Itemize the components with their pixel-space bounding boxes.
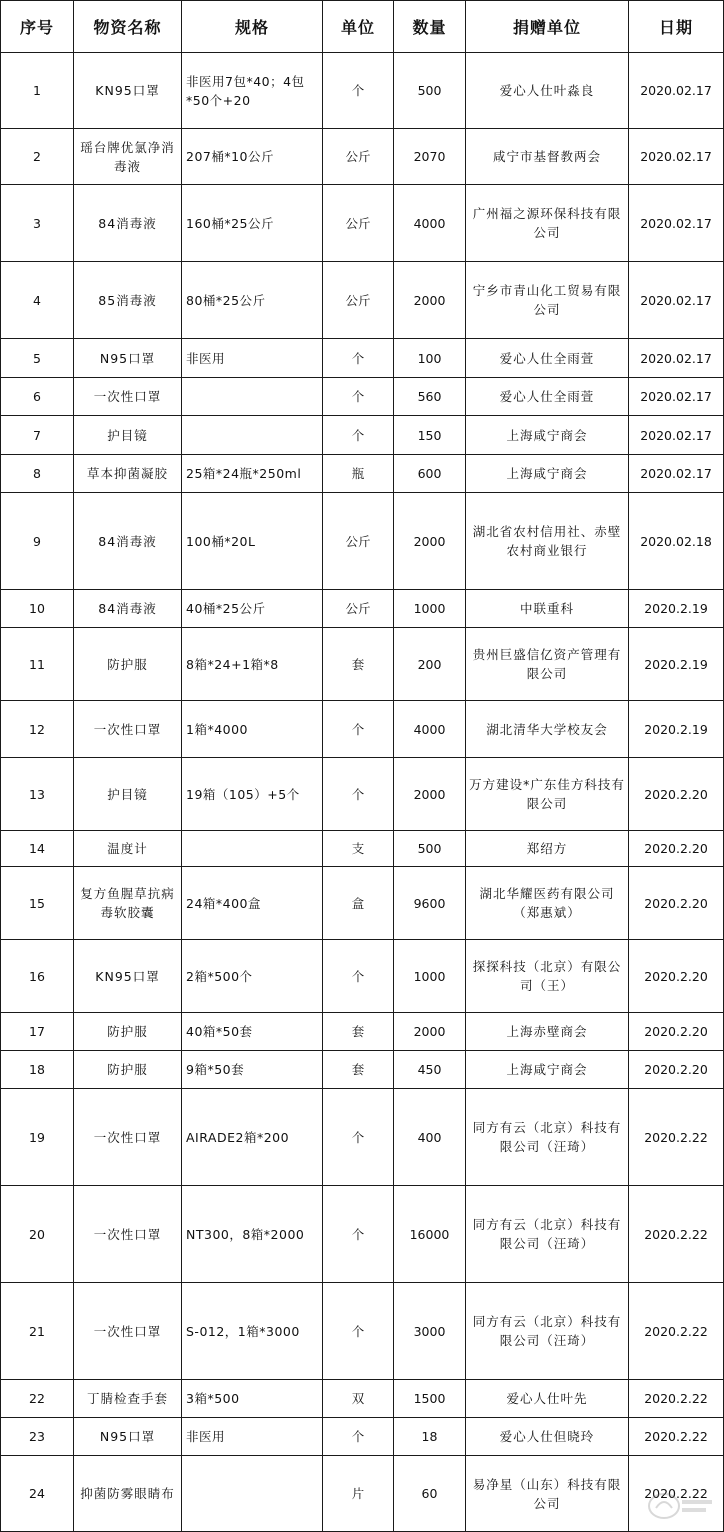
table-row (1, 758, 724, 831)
cell-spec: 8箱*24+1箱*8 (182, 628, 323, 701)
cell-date: 2020.02.18 (629, 493, 724, 590)
cell-date: 2020.02.17 (629, 416, 724, 455)
cell-donor: 咸宁市基督教两会 (466, 129, 629, 185)
table-row (1, 53, 724, 129)
cell-no: 1 (1, 53, 74, 129)
cell-spec: NT300，8箱*2000 (182, 1186, 323, 1283)
header-row (1, 1, 724, 53)
cell-donor: 探探科技（北京）有限公司（王） (466, 940, 629, 1013)
cell-unit: 双 (323, 1380, 394, 1418)
table-body (1, 53, 724, 1532)
cell-qty: 200 (394, 628, 466, 701)
cell-name: 丁腈检查手套 (74, 1380, 182, 1418)
cell-donor: 广州福之源环保科技有限公司 (466, 185, 629, 262)
cell-donor: 上海咸宁商会 (466, 1051, 629, 1089)
cell-donor: 爱心人仕但晓玲 (466, 1418, 629, 1456)
cell-donor: 易净星（山东）科技有限公司 (466, 1456, 629, 1532)
cell-date: 2020.2.19 (629, 628, 724, 701)
cell-name: 瑶台牌优氯净消毒液 (74, 129, 182, 185)
cell-no: 19 (1, 1089, 74, 1186)
cell-no: 12 (1, 701, 74, 758)
header-donor: 捐赠单位 (466, 1, 629, 53)
cell-date: 2020.02.17 (629, 129, 724, 185)
header-name: 物资名称 (74, 1, 182, 53)
cell-qty: 2000 (394, 758, 466, 831)
cell-unit: 支 (323, 831, 394, 867)
cell-unit: 个 (323, 1418, 394, 1456)
cell-spec: 80桶*25公斤 (182, 262, 323, 339)
cell-qty: 9600 (394, 867, 466, 940)
cell-donor: 贵州巨盛信亿资产管理有限公司 (466, 628, 629, 701)
cell-no: 21 (1, 1283, 74, 1380)
cell-qty: 500 (394, 53, 466, 129)
cell-spec: 9箱*50套 (182, 1051, 323, 1089)
cell-qty: 60 (394, 1456, 466, 1532)
table-row (1, 867, 724, 940)
cell-unit: 个 (323, 758, 394, 831)
cell-no: 15 (1, 867, 74, 940)
cell-qty: 560 (394, 378, 466, 416)
cell-qty: 1000 (394, 590, 466, 628)
cell-unit: 套 (323, 628, 394, 701)
cell-unit: 公斤 (323, 129, 394, 185)
table-row (1, 628, 724, 701)
cell-no: 9 (1, 493, 74, 590)
cell-date: 2020.2.20 (629, 1013, 724, 1051)
cell-unit: 个 (323, 940, 394, 1013)
cell-name: 一次性口罩 (74, 1283, 182, 1380)
cell-unit: 个 (323, 1283, 394, 1380)
table-row (1, 1283, 724, 1380)
cell-date: 2020.2.20 (629, 940, 724, 1013)
cell-spec: 40桶*25公斤 (182, 590, 323, 628)
cell-qty: 450 (394, 1051, 466, 1089)
cell-qty: 18 (394, 1418, 466, 1456)
cell-name: N95口罩 (74, 339, 182, 378)
header-no: 序号 (1, 1, 74, 53)
cell-name: 草本抑菌凝胶 (74, 455, 182, 493)
cell-no: 7 (1, 416, 74, 455)
cell-date: 2020.2.20 (629, 758, 724, 831)
cell-donor: 上海咸宁商会 (466, 416, 629, 455)
cell-no: 22 (1, 1380, 74, 1418)
cell-no: 16 (1, 940, 74, 1013)
cell-spec: 207桶*10公斤 (182, 129, 323, 185)
cell-spec (182, 1456, 323, 1532)
table-row (1, 1051, 724, 1089)
table-row (1, 1089, 724, 1186)
cell-date: 2020.2.22 (629, 1418, 724, 1456)
cell-name: 抑菌防雾眼睛布 (74, 1456, 182, 1532)
cell-no: 5 (1, 339, 74, 378)
cell-date: 2020.02.17 (629, 455, 724, 493)
cell-name: 一次性口罩 (74, 378, 182, 416)
cell-name: 护目镜 (74, 758, 182, 831)
table-row (1, 262, 724, 339)
table-row (1, 940, 724, 1013)
cell-unit: 片 (323, 1456, 394, 1532)
cell-name: KN95口罩 (74, 53, 182, 129)
table-row (1, 1186, 724, 1283)
cell-name: 85消毒液 (74, 262, 182, 339)
cell-donor: 爱心人仕全雨萱 (466, 339, 629, 378)
cell-qty: 16000 (394, 1186, 466, 1283)
table-row (1, 416, 724, 455)
cell-donor: 爱心人仕全雨萱 (466, 378, 629, 416)
cell-donor: 中联重科 (466, 590, 629, 628)
cell-no: 14 (1, 831, 74, 867)
cell-name: 一次性口罩 (74, 1089, 182, 1186)
header-unit: 单位 (323, 1, 394, 53)
cell-name: 84消毒液 (74, 493, 182, 590)
cell-no: 8 (1, 455, 74, 493)
cell-date: 2020.2.22 (629, 1089, 724, 1186)
table-row (1, 185, 724, 262)
cell-spec: AIRADE2箱*200 (182, 1089, 323, 1186)
cell-spec: 2箱*500个 (182, 940, 323, 1013)
cell-no: 11 (1, 628, 74, 701)
cell-date: 2020.2.20 (629, 1051, 724, 1089)
cell-no: 3 (1, 185, 74, 262)
cell-no: 18 (1, 1051, 74, 1089)
cell-name: 温度计 (74, 831, 182, 867)
table-row (1, 1418, 724, 1456)
cell-unit: 个 (323, 701, 394, 758)
cell-name: 防护服 (74, 1013, 182, 1051)
cell-unit: 个 (323, 416, 394, 455)
cell-no: 23 (1, 1418, 74, 1456)
cell-spec: 100桶*20L (182, 493, 323, 590)
cell-no: 13 (1, 758, 74, 831)
cell-spec: 3箱*500 (182, 1380, 323, 1418)
cell-qty: 1500 (394, 1380, 466, 1418)
cell-unit: 个 (323, 1089, 394, 1186)
cell-date: 2020.02.17 (629, 53, 724, 129)
cell-qty: 400 (394, 1089, 466, 1186)
cell-donor: 湖北省农村信用社、赤壁农村商业银行 (466, 493, 629, 590)
table-row (1, 378, 724, 416)
table-row (1, 831, 724, 867)
header-qty: 数量 (394, 1, 466, 53)
table-row (1, 493, 724, 590)
cell-qty: 2000 (394, 493, 466, 590)
cell-qty: 500 (394, 831, 466, 867)
cell-qty: 4000 (394, 701, 466, 758)
cell-qty: 2070 (394, 129, 466, 185)
header-date: 日期 (629, 1, 724, 53)
cell-qty: 2000 (394, 262, 466, 339)
cell-unit: 个 (323, 378, 394, 416)
cell-unit: 盒 (323, 867, 394, 940)
table-row (1, 455, 724, 493)
cell-donor: 同方有云（北京）科技有限公司（汪琦） (466, 1089, 629, 1186)
cell-date: 2020.02.17 (629, 378, 724, 416)
cell-unit: 个 (323, 53, 394, 129)
cell-no: 20 (1, 1186, 74, 1283)
cell-qty: 4000 (394, 185, 466, 262)
cell-spec: 非医用 (182, 339, 323, 378)
cell-qty: 2000 (394, 1013, 466, 1051)
cell-unit: 公斤 (323, 185, 394, 262)
cell-donor: 爱心人仕叶淼良 (466, 53, 629, 129)
cell-no: 10 (1, 590, 74, 628)
cell-spec (182, 378, 323, 416)
cell-unit: 公斤 (323, 493, 394, 590)
cell-spec: 19箱（105）+5个 (182, 758, 323, 831)
cell-donor: 同方有云（北京）科技有限公司（汪琦） (466, 1283, 629, 1380)
cell-date: 2020.02.17 (629, 185, 724, 262)
cell-date: 2020.2.19 (629, 701, 724, 758)
cell-qty: 100 (394, 339, 466, 378)
cell-donor: 湖北华耀医药有限公司（郑惠斌） (466, 867, 629, 940)
cell-spec (182, 831, 323, 867)
cell-spec: 非医用 (182, 1418, 323, 1456)
cell-name: 一次性口罩 (74, 701, 182, 758)
cell-date: 2020.2.22 (629, 1186, 724, 1283)
cell-date: 2020.2.20 (629, 867, 724, 940)
cell-unit: 个 (323, 339, 394, 378)
table-row (1, 701, 724, 758)
cell-unit: 公斤 (323, 590, 394, 628)
cell-name: 84消毒液 (74, 590, 182, 628)
cell-no: 6 (1, 378, 74, 416)
cell-date: 2020.2.22 (629, 1283, 724, 1380)
cell-unit: 个 (323, 1186, 394, 1283)
cell-name: 一次性口罩 (74, 1186, 182, 1283)
cell-qty: 150 (394, 416, 466, 455)
cell-name: 护目镜 (74, 416, 182, 455)
cell-spec: 24箱*400盒 (182, 867, 323, 940)
cell-name: 防护服 (74, 628, 182, 701)
cell-date: 2020.2.19 (629, 590, 724, 628)
cell-donor: 同方有云（北京）科技有限公司（汪琦） (466, 1186, 629, 1283)
cell-name: 复方鱼腥草抗病毒软胶囊 (74, 867, 182, 940)
cell-no: 2 (1, 129, 74, 185)
table-row (1, 590, 724, 628)
cell-donor: 上海赤壁商会 (466, 1013, 629, 1051)
cell-no: 24 (1, 1456, 74, 1532)
cell-name: KN95口罩 (74, 940, 182, 1013)
cell-qty: 600 (394, 455, 466, 493)
table-row (1, 1456, 724, 1532)
cell-spec: 25箱*24瓶*250ml (182, 455, 323, 493)
table-row (1, 339, 724, 378)
cell-date: 2020.02.17 (629, 262, 724, 339)
header-spec: 规格 (182, 1, 323, 53)
table-row (1, 1013, 724, 1051)
cell-name: 84消毒液 (74, 185, 182, 262)
cell-date: 2020.02.17 (629, 339, 724, 378)
watermark-logo (646, 1486, 716, 1526)
cell-donor: 上海咸宁商会 (466, 455, 629, 493)
cell-donor: 爱心人仕叶先 (466, 1380, 629, 1418)
cell-date: 2020.2.20 (629, 831, 724, 867)
cell-no: 17 (1, 1013, 74, 1051)
cell-spec: 非医用7包*40；4包*50个+20 (182, 53, 323, 129)
cell-unit: 套 (323, 1051, 394, 1089)
cell-qty: 3000 (394, 1283, 466, 1380)
table-row (1, 1380, 724, 1418)
cell-no: 4 (1, 262, 74, 339)
cell-spec: 160桶*25公斤 (182, 185, 323, 262)
cell-spec: 40箱*50套 (182, 1013, 323, 1051)
cell-donor: 湖北清华大学校友会 (466, 701, 629, 758)
cell-unit: 瓶 (323, 455, 394, 493)
cell-unit: 公斤 (323, 262, 394, 339)
cell-donor: 宁乡市青山化工贸易有限公司 (466, 262, 629, 339)
cell-qty: 1000 (394, 940, 466, 1013)
cell-spec (182, 416, 323, 455)
cell-date: 2020.2.22 (629, 1456, 724, 1532)
cell-donor: 郑绍方 (466, 831, 629, 867)
cell-unit: 套 (323, 1013, 394, 1051)
cell-name: N95口罩 (74, 1418, 182, 1456)
cell-name: 防护服 (74, 1051, 182, 1089)
table-row (1, 129, 724, 185)
cell-spec: 1箱*4000 (182, 701, 323, 758)
cell-date: 2020.2.22 (629, 1380, 724, 1418)
cell-donor: 万方建设*广东佳方科技有限公司 (466, 758, 629, 831)
cell-spec: S-012，1箱*3000 (182, 1283, 323, 1380)
